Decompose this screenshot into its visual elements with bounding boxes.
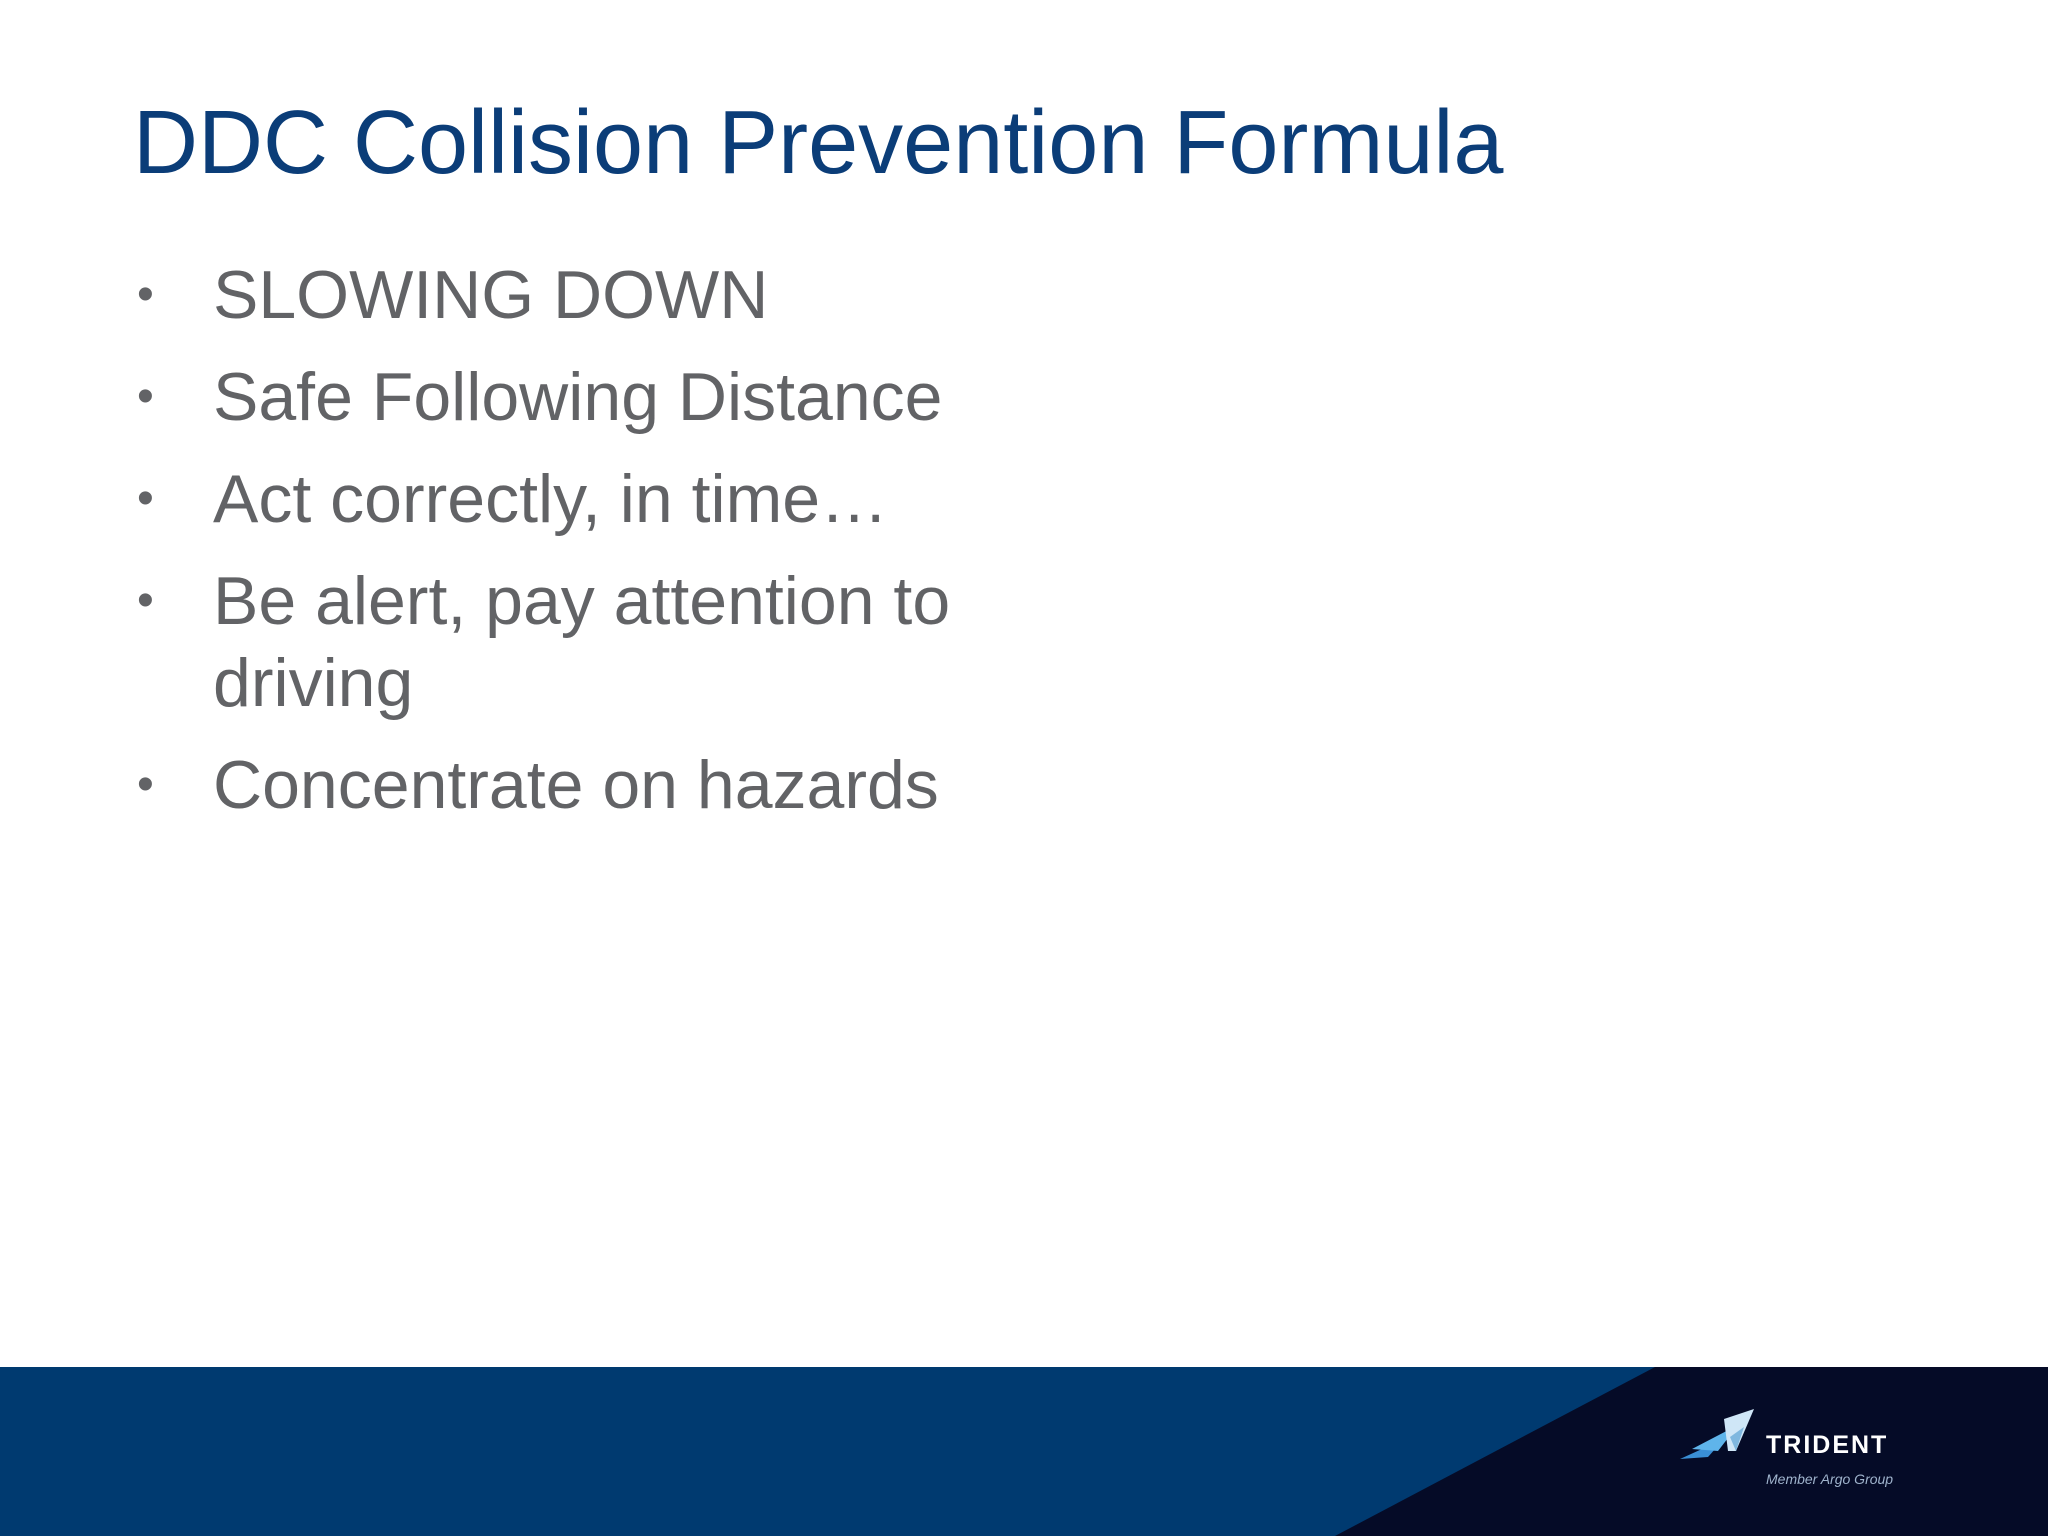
bullet-list [133,254,1093,846]
bullet-text: Be alert, pay attention to driving [213,563,951,721]
bullet-item-slowing-down [133,254,1093,336]
bullet-icon: • [137,574,154,627]
bullet-text: Safe Following Distance [213,359,943,435]
logo-wordmark: TRIDENT [1766,1431,1889,1459]
bullet-icon: • [137,268,154,321]
bullet-item-act-correctly [133,458,1093,540]
bullet-icon: • [137,472,154,525]
bullet-icon: • [137,758,154,811]
bullet-text: Act correctly, in time… [213,461,889,537]
bullet-item-be-alert [133,560,973,724]
trident-logo-mark-icon [1678,1409,1764,1469]
bullet-icon: • [137,370,154,423]
slide-title: DDC Collision Prevention Formula [133,93,1504,193]
bullet-text: Concentrate on hazards [213,747,939,823]
bullet-text: SLOWING DOWN [213,257,769,333]
trident-logo [1678,1409,1908,1499]
logo-tagline: Member Argo Group [1766,1471,1894,1487]
bullet-item-concentrate [133,744,1093,826]
bullet-item-following-distance [133,356,1093,438]
